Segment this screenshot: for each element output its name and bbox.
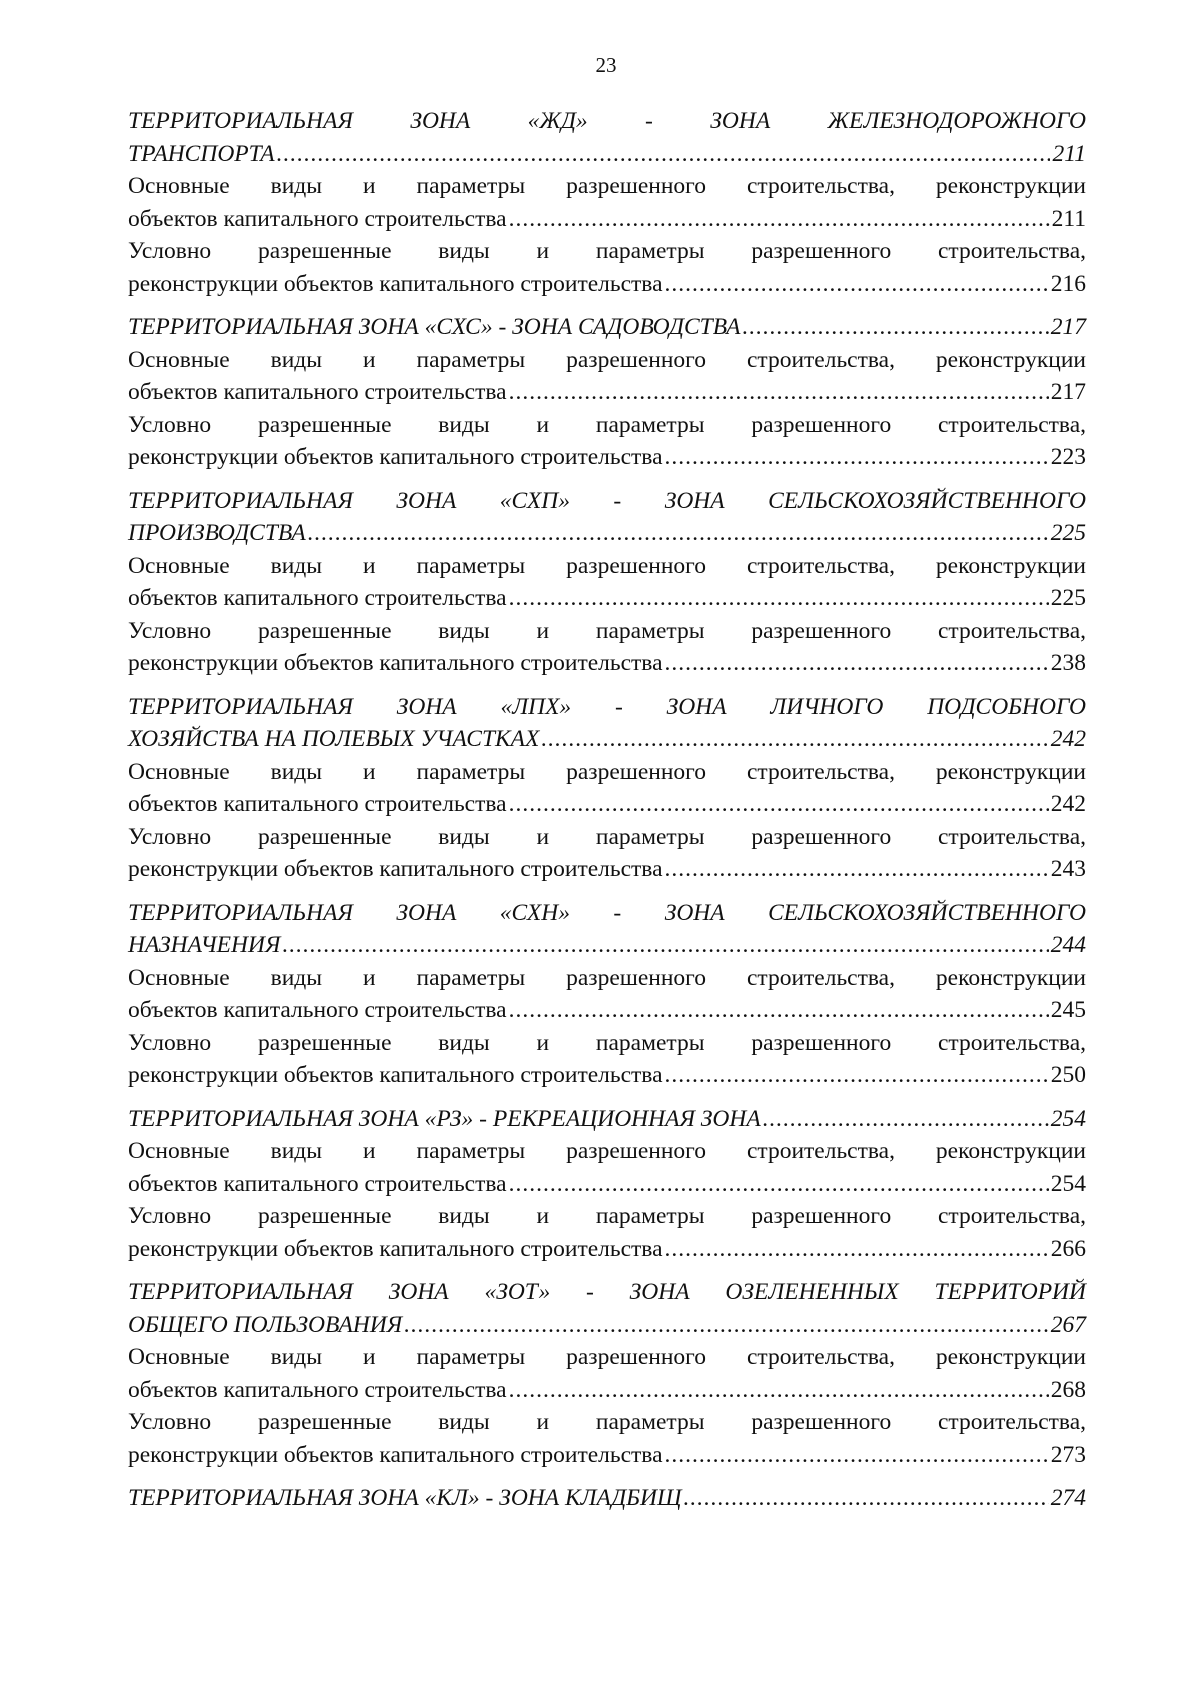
toc-entry-text: объектов капитального строительства	[128, 205, 507, 232]
toc-main-entry[interactable]	[128, 203, 1086, 236]
dot-leader	[509, 203, 1050, 236]
toc-page-number: 273	[1050, 1441, 1086, 1468]
toc-page-number: 225	[1050, 520, 1086, 546]
dot-leader	[665, 441, 1049, 474]
toc-section	[128, 311, 1086, 474]
table-of-contents	[128, 105, 1086, 1526]
toc-page-number: 217	[1050, 314, 1086, 340]
toc-conditional-entry[interactable]	[128, 1233, 1086, 1266]
toc-page-number: 274	[1050, 1485, 1086, 1511]
toc-heading-line[interactable]: ТЕРРИТОРИАЛЬНАЯ ЗОНА «СХН» - ЗОНА СЕЛЬСКОХОЗЯЙСТВЕННОГО	[128, 899, 1086, 926]
dot-leader	[541, 723, 1048, 756]
dot-leader	[665, 647, 1049, 680]
toc-entry-text: объектов капитального строительства	[128, 791, 507, 817]
toc-entry-text: реконструкции объектов капитального строительства	[128, 650, 663, 676]
toc-entry-text: реконструкции объектов капитального строительства	[128, 270, 663, 297]
toc-main-entry[interactable]	[128, 994, 1086, 1027]
toc-page-number: 250	[1050, 1062, 1086, 1088]
toc-page-number: 242	[1050, 726, 1086, 752]
toc-entry-text: объектов капитального строительства	[128, 997, 507, 1023]
toc-page-number: 243	[1050, 856, 1086, 882]
toc-heading-text: ХОЗЯЙСТВА НА ПОЛЕВЫХ УЧАСТКАХ	[128, 726, 540, 752]
toc-conditional-entry-line[interactable]: Условно разрешенные виды и параметры разрешенного строительства,	[128, 238, 1086, 264]
dot-leader	[277, 138, 1051, 171]
toc-page-number: 267	[1050, 1311, 1086, 1338]
toc-main-entry-line[interactable]: Основные виды и параметры разрешенного строительства, реконструкции	[128, 173, 1086, 199]
dot-leader	[509, 582, 1049, 615]
dot-leader	[763, 1103, 1049, 1136]
dot-leader	[282, 929, 1048, 962]
toc-heading-line[interactable]: ТЕРРИТОРИАЛЬНАЯ ЗОНА «ЖД» - ЗОНА ЖЕЛЕЗНОДОРОЖНОГО	[128, 108, 1086, 134]
toc-page-number: 242	[1050, 791, 1086, 817]
dot-leader	[665, 268, 1049, 301]
toc-page-number: 216	[1050, 270, 1086, 297]
toc-heading-entry[interactable]	[128, 517, 1086, 550]
toc-main-entry[interactable]	[128, 788, 1086, 821]
toc-heading-entry[interactable]	[128, 1482, 1086, 1515]
toc-page-number: 245	[1050, 997, 1086, 1023]
toc-conditional-entry[interactable]	[128, 853, 1086, 886]
dot-leader	[404, 1309, 1049, 1342]
toc-conditional-entry[interactable]	[128, 1059, 1086, 1092]
toc-page-number: 244	[1050, 932, 1086, 958]
toc-page-number: 266	[1050, 1235, 1086, 1262]
toc-heading-text: ПРОИЗВОДСТВА	[128, 520, 306, 546]
toc-page-number: 217	[1050, 379, 1086, 405]
toc-heading-entry[interactable]	[128, 138, 1086, 171]
toc-heading-text: ТРАНСПОРТА	[128, 140, 275, 167]
toc-entry-text: реконструкции объектов капитального строительства	[128, 856, 663, 882]
toc-page-number: 211	[1052, 140, 1086, 167]
dot-leader	[665, 1233, 1049, 1266]
toc-conditional-entry[interactable]	[128, 1439, 1086, 1472]
toc-section	[128, 897, 1086, 1092]
toc-conditional-entry-line[interactable]: Условно разрешенные виды и параметры разрешенного строительства,	[128, 411, 1086, 438]
toc-heading-text: ТЕРРИТОРИАЛЬНАЯ ЗОНА «СХС» - ЗОНА САДОВОДСТВА	[128, 314, 741, 340]
toc-heading-text: ТЕРРИТОРИАЛЬНАЯ ЗОНА «КЛ» - ЗОНА КЛАДБИЩ	[128, 1485, 682, 1511]
page-number: 23	[595, 53, 617, 77]
dot-leader	[509, 1374, 1049, 1407]
toc-conditional-entry[interactable]	[128, 647, 1086, 680]
toc-entry-text: реконструкции объектов капитального строительства	[128, 444, 663, 470]
dot-leader	[665, 1439, 1049, 1472]
toc-conditional-entry-line[interactable]: Условно разрешенные виды и параметры разрешенного строительства,	[128, 1203, 1086, 1229]
dot-leader	[684, 1482, 1049, 1515]
toc-entry-text: реконструкции объектов капитального строительства	[128, 1235, 663, 1262]
toc-entry-text: реконструкции объектов капитального строительства	[128, 1441, 663, 1468]
toc-conditional-entry[interactable]	[128, 441, 1086, 474]
toc-heading-line[interactable]: ТЕРРИТОРИАЛЬНАЯ ЗОНА «СХП» - ЗОНА СЕЛЬСКОХОЗЯЙСТВЕННОГО	[128, 487, 1086, 514]
dot-leader	[308, 517, 1049, 550]
toc-heading-entry[interactable]	[128, 1103, 1086, 1136]
toc-heading-entry[interactable]	[128, 311, 1086, 344]
toc-main-entry-line[interactable]: Основные виды и параметры разрешенного строительства, реконструкции	[128, 758, 1086, 785]
toc-heading-entry[interactable]	[128, 929, 1086, 962]
toc-heading-text: ОБЩЕГО ПОЛЬЗОВАНИЯ	[128, 1311, 403, 1338]
toc-section	[128, 1482, 1086, 1515]
dot-leader	[509, 994, 1049, 1027]
toc-heading-entry[interactable]	[128, 723, 1086, 756]
dot-leader	[509, 788, 1049, 821]
toc-main-entry-line[interactable]: Основные виды и параметры разрешенного строительства, реконструкции	[128, 964, 1086, 991]
toc-conditional-entry-line[interactable]: Условно разрешенные виды и параметры разрешенного строительства,	[128, 1029, 1086, 1056]
dot-leader	[509, 376, 1049, 409]
toc-page-number: 211	[1051, 205, 1086, 232]
toc-heading-line[interactable]: ТЕРРИТОРИАЛЬНАЯ ЗОНА «ЛПХ» - ЗОНА ЛИЧНОГО ПОДСОБНОГО	[128, 693, 1086, 720]
toc-entry-text: реконструкции объектов капитального строительства	[128, 1062, 663, 1088]
toc-heading-text: ТЕРРИТОРИАЛЬНАЯ ЗОНА «РЗ» - РЕКРЕАЦИОННАЯ ЗОНА	[128, 1105, 761, 1132]
toc-main-entry[interactable]	[128, 1168, 1086, 1201]
toc-conditional-entry-line[interactable]: Условно разрешенные виды и параметры разрешенного строительства,	[128, 1409, 1086, 1435]
toc-entry-text: объектов капитального строительства	[128, 379, 507, 405]
toc-page-number: 254	[1050, 1105, 1086, 1132]
toc-main-entry-line[interactable]: Основные виды и параметры разрешенного строительства, реконструкции	[128, 1138, 1086, 1164]
toc-page-number: 225	[1050, 585, 1086, 611]
dot-leader	[509, 1168, 1049, 1201]
toc-page-number: 254	[1050, 1170, 1086, 1197]
toc-main-entry[interactable]	[128, 1374, 1086, 1407]
toc-main-entry-line[interactable]: Основные виды и параметры разрешенного строительства, реконструкции	[128, 552, 1086, 579]
dot-leader	[743, 311, 1049, 344]
toc-section	[128, 485, 1086, 680]
toc-entry-text: объектов капитального строительства	[128, 585, 507, 611]
toc-conditional-entry[interactable]	[128, 268, 1086, 301]
toc-page-number: 268	[1050, 1376, 1086, 1403]
toc-heading-entry[interactable]	[128, 1309, 1086, 1342]
toc-main-entry-line[interactable]: Основные виды и параметры разрешенного строительства, реконструкции	[128, 346, 1086, 373]
toc-page-number: 223	[1050, 444, 1086, 470]
toc-conditional-entry-line[interactable]: Условно разрешенные виды и параметры разрешенного строительства,	[128, 823, 1086, 850]
toc-conditional-entry-line[interactable]: Условно разрешенные виды и параметры разрешенного строительства,	[128, 617, 1086, 644]
toc-heading-line[interactable]: ТЕРРИТОРИАЛЬНАЯ ЗОНА «ЗОТ» - ЗОНА ОЗЕЛЕНЕННЫХ ТЕРРИТОРИЙ	[128, 1279, 1086, 1305]
toc-main-entry[interactable]	[128, 582, 1086, 615]
toc-main-entry[interactable]	[128, 376, 1086, 409]
toc-heading-text: НАЗНАЧЕНИЯ	[128, 932, 281, 958]
dot-leader	[665, 1059, 1049, 1092]
toc-entry-text: объектов капитального строительства	[128, 1170, 507, 1197]
toc-section	[128, 691, 1086, 886]
toc-page-number: 238	[1050, 650, 1086, 676]
dot-leader	[665, 853, 1049, 886]
toc-section	[128, 105, 1086, 300]
toc-section	[128, 1103, 1086, 1266]
toc-section	[128, 1276, 1086, 1471]
toc-entry-text: объектов капитального строительства	[128, 1376, 507, 1403]
toc-main-entry-line[interactable]: Основные виды и параметры разрешенного строительства, реконструкции	[128, 1344, 1086, 1370]
